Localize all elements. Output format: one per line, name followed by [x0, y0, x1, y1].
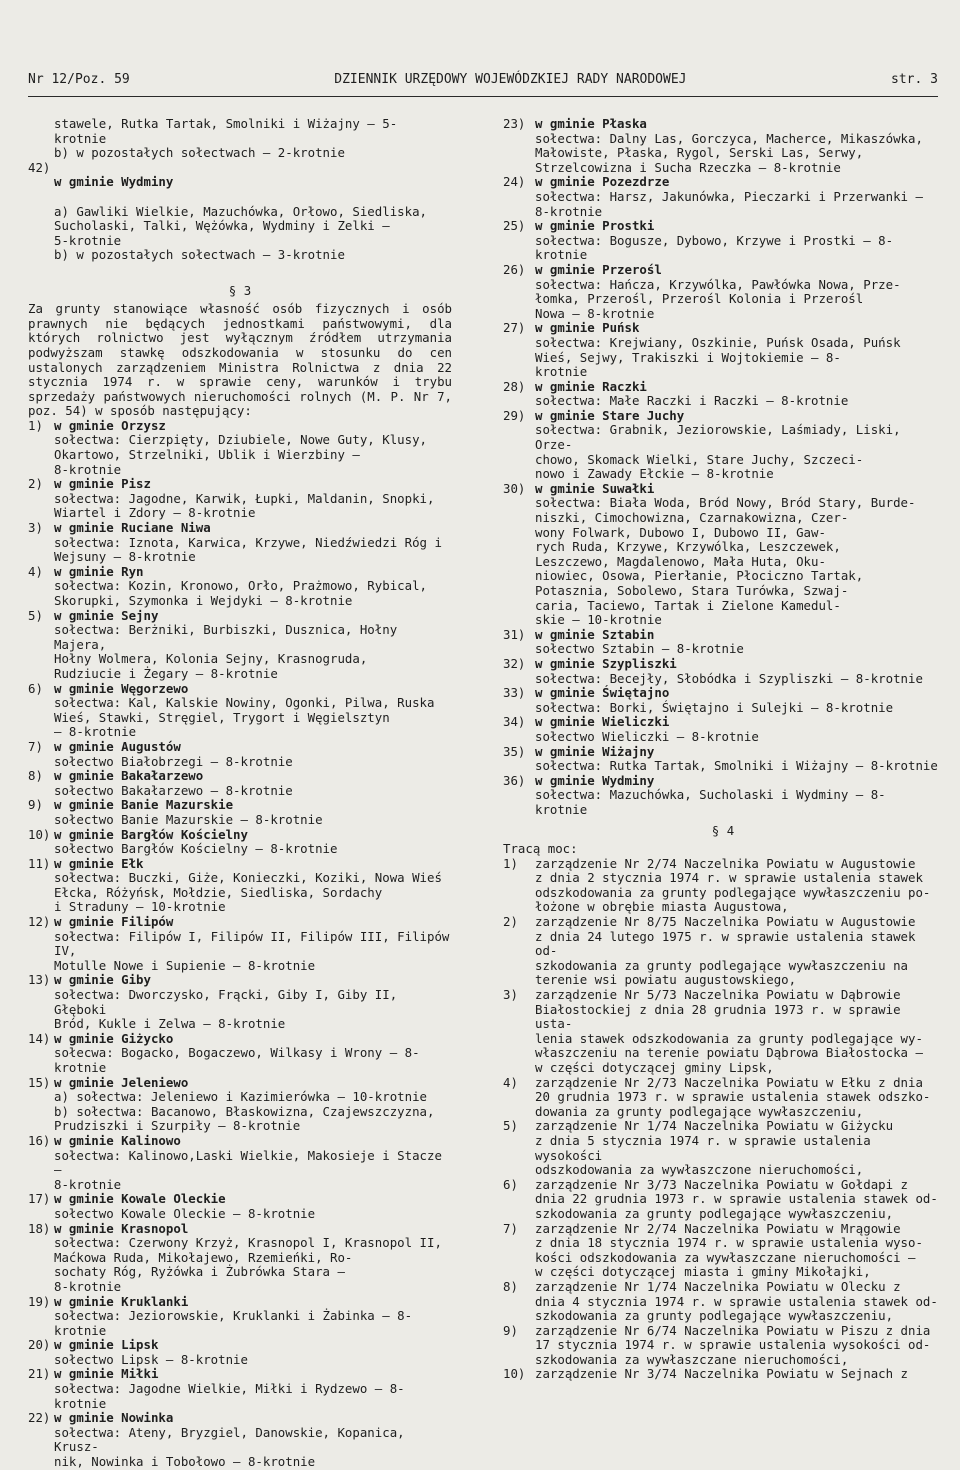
item-body: sołectwa: Dworczysko, Frącki, Giby I, Giby II, Głęboki Bród, Kukle i Zelwa — 8-krotnie [54, 987, 398, 1032]
item-body: sołectwa: Jeziorowskie, Kruklanki i Żabinka — 8-krotnie [54, 1308, 413, 1338]
item-number: 3) [28, 520, 43, 536]
gmina-name: w gminie Ełk [54, 855, 144, 871]
left-column [28, 117, 452, 1470]
item-number: 35) [503, 743, 526, 759]
item-body: sołectwa: Rutka Tartak, Smolniki i Wiżajny — 8-krotnie [535, 758, 938, 774]
item-number: 23) [503, 116, 526, 131]
item-body: sołectwa: Ateny, Bryzgiel, Danowskie, Kopanica, Krusz- nik, Nowinka i Tobołowo — 8-krotnie [54, 1424, 405, 1470]
item-body: a) Gawliki Wielkie, Mazuchówka, Orłowo, Siedliska, Sucholaski, Talki, Wężówka, Wydminy i Zelki — 5-krotnie b) w pozostałych sołectwach — 3-krotnie [54, 203, 427, 263]
item-number: 16) [28, 1132, 51, 1148]
item-number: 7) [503, 1220, 518, 1236]
list-item [503, 745, 943, 774]
list-item [28, 1338, 452, 1367]
item-body: sołectwa: Bogusze, Dybowo, Krzywe i Prostki — 8- krotnie [535, 232, 894, 263]
list-item [28, 1134, 452, 1192]
gmina-name: w gminie Filipów [54, 914, 174, 930]
item-number: 1) [28, 417, 43, 433]
act-text: zarządzenie Nr 6/74 Naczelnika Powiatu w Piszu z dnia 17 stycznia 1974 r. w sprawie ustalenia wysokości od- szkodowania za wywłaszczane nieruchomości, [535, 1322, 931, 1367]
gmina-name: w gminie Banie Mazurskie [54, 797, 234, 813]
item-body: sołectwo Banie Mazurskie — 8-krotnie [54, 811, 323, 827]
item-body: sołectwa: Kal, Kalskie Nowiny, Ogonki, Pilwa, Ruska Wieś, Stawki, Stręgiel, Trygort i Węgielsztyn — 8-krotnie [54, 695, 435, 740]
list-item [503, 686, 943, 715]
list-item [28, 1222, 452, 1295]
item-body: sołectwo Sztabin — 8-krotnie [535, 641, 744, 657]
list-item [503, 1178, 943, 1222]
item-number: 11) [28, 855, 51, 871]
item-number: 27) [503, 320, 526, 336]
act-text: zarządzenie Nr 2/73 Naczelnika Powiatu w Ełku z dnia 20 grudnia 1973 r. w sprawie ustalenia stawek odszko- dowania za grunty podlegające wywłaszczeniu, [535, 1074, 931, 1119]
list-item [503, 263, 943, 321]
item-body: a) sołectwa: Jeleniewo i Kazimierówka — 10-krotnie b) sołectwa: Bacanowo, Błaskowizna, Czajewszczyzna, Prudziszki i Szurpiły — 8-krotnie [54, 1089, 435, 1134]
list-item [28, 1295, 452, 1339]
list-item [503, 715, 943, 744]
gmina-name: w gminie Prostki [535, 218, 655, 234]
gmina-name: w gminie Kruklanki [54, 1293, 189, 1309]
item-body: sołectwa: Kozin, Kronowo, Orło, Prażmowo, Rybical, Skorupki, Szymonka i Wejdyki — 8-krotnie [54, 578, 427, 608]
list-item [28, 682, 452, 740]
item-number: 14) [28, 1030, 51, 1046]
gmina-name: w gminie Świętajno [535, 685, 670, 701]
list-item [28, 1032, 452, 1076]
list-item [503, 657, 943, 686]
item-body: sołectwo Kowale Oleckie — 8-krotnie [54, 1205, 316, 1221]
act-text: zarządzenie Nr 3/74 Naczelnika Powiatu w Sejnach z [535, 1366, 908, 1382]
item-body: sołectwa: Borki, Świętajno i Sulejki — 8-krotnie [535, 699, 894, 715]
gmina-name: w gminie Kalinowo [54, 1132, 181, 1148]
page-header [28, 72, 938, 94]
item-number: 21) [28, 1366, 51, 1382]
item-number: 18) [28, 1220, 51, 1236]
item-number: 8) [28, 768, 43, 784]
gmina-name: w gminie Augustów [54, 738, 181, 754]
item-body: sołecwa: Bogacko, Bogaczewo, Wilkasy i Wrony — 8- krotnie [54, 1045, 420, 1075]
act-text: zarządzenie Nr 2/74 Naczelnika Powiatu w Mrągowie z dnia 18 stycznia 1974 r. w sprawie ustalenia wyso- kości odszkodowania za wywłaszczane nieruchomości — w części dotyczącej miasta i gminy Mikołajki, [535, 1220, 923, 1280]
item-body: sołectwa: Cierzpięty, Dziubiele, Nowe Guty, Klusy, Okartowo, Strzelniki, Ublik i Wierzbiny — 8-krotnie [54, 432, 427, 477]
repealed-acts-list [503, 857, 943, 1382]
gmina-name: w gminie Przerośl [535, 261, 662, 277]
right-column [503, 117, 943, 1382]
header-rule [28, 96, 938, 97]
act-text: zarządzenie Nr 5/73 Naczelnika Powiatu w Dąbrowie Białostockiej z dnia 28 grudnia 1973 r. w sprawie usta- lenia stawek odszkodowania za grunty podlegające wy- właszczeniu na terenie powiatu Dąbrowa Białostocka — w części dotyczącej gminy Lipsk, [535, 987, 923, 1075]
list-item [503, 219, 943, 263]
list-item [503, 380, 943, 409]
item-body: sołectwa: Dalny Las, Gorczyca, Macherce, Mikaszówka, Małowiste, Płaska, Rygol, Serski Las, Serwy, Strzelcowizna i Sucha Rzeczka — 8-krotnie [535, 130, 923, 175]
journal-title: DZIENNIK URZĘDOWY WOJEWÓDZKIEJ RADY NARODOWEJ [334, 72, 687, 87]
item-number: 9) [503, 1322, 518, 1338]
item-body: sołectwa: Czerwony Krzyż, Krasnopol I, Krasnopol II, Maćkowa Ruda, Mikołajewo, Rzemieńki, Ro- sochaty Róg, Ryżówka i Żubrówka Stara — 8-krotnie [54, 1235, 442, 1294]
gmina-name: w gminie Bakałarzewo [54, 768, 204, 784]
list-item [503, 1324, 943, 1368]
item-number: 36) [503, 772, 526, 788]
gmina-name: w gminie Sztabin [535, 626, 655, 642]
act-text: zarządzenie Nr 1/74 Naczelnika Powiatu w Olecku z dnia 4 stycznia 1974 r. w sprawie ustalenia stawek od- szkodowania za grunty podlegające wywłaszczeniu, [535, 1278, 938, 1324]
list-item [503, 857, 943, 915]
right-gmina-list [503, 117, 943, 818]
item-body: sołectwo Bakałarzewo — 8-krotnie [54, 782, 293, 798]
gmina-name: w gminie Jeleniewo [54, 1074, 189, 1090]
list-item [503, 1367, 943, 1382]
item-number: 4) [28, 563, 43, 579]
item-number: 19) [28, 1293, 51, 1309]
item-number: 4) [503, 1074, 518, 1090]
item-number: 10) [28, 826, 51, 842]
gmina-name: w gminie Lipsk [54, 1337, 159, 1353]
list-item [503, 988, 943, 1076]
gmina-name: w gminie Miłki [54, 1366, 159, 1382]
item-number: 1) [503, 855, 518, 871]
list-item [503, 915, 943, 988]
list-item [28, 1367, 452, 1411]
item-body: sołectwa: Filipów I, Filipów II, Filipów III, Filipów IV, Motulle Nowe i Supienie — 8-krotnie [54, 928, 450, 973]
list-item [28, 915, 452, 973]
gmina-name: w gminie Krasnopol [54, 1220, 189, 1236]
item-number: 5) [28, 607, 43, 623]
list-item [28, 857, 452, 915]
item-body: sołectwa: Biała Woda, Bród Nowy, Bród Stary, Burde- niszki, Cimochowizna, Czarnakowizna, Czer- wony Folwark, Dubowo I, Dubowo II, Gaw- rych Ruda, Krzywe, Krzywólka, Leszczewek, Leszczewo, Magdalenowo, Mała Huta, Oku- niowiec, Osowa, Pierłanie, Płociczno Tartak, Potasznia, Sobolewo, Stara Turówka, Szwaj- caria, Taciewo, Tartak i Zielone Kamedul- skie — 10-krotnie [535, 495, 916, 628]
item-number: 15) [28, 1074, 51, 1090]
list-item [503, 409, 943, 482]
item-body: sołectwa: Harsz, Jakunówka, Pieczarki i Przerwanki — 8-krotnie [535, 188, 923, 219]
gmina-name: w gminie Puńsk [535, 320, 640, 336]
act-text: zarządzenie Nr 3/73 Naczelnika Powiatu w Gołdapi z dnia 22 grudnia 1973 r. w sprawie ustalenia stawek od- szkodowania za grunty podlegające wywłaszczeniu, [535, 1176, 938, 1221]
gmina-name: w gminie Ruciane Niwa [54, 520, 211, 536]
item-number: 8) [503, 1278, 518, 1294]
list-item [503, 1076, 943, 1120]
gmina-name: w gminie Wydminy [535, 772, 655, 788]
item-body: sołectwa: Małe Raczki i Raczki — 8-krotnie [535, 393, 849, 409]
list-item [28, 419, 452, 477]
act-text: zarządzenie Nr 1/74 Naczelnika Powiatu w Giżycku z dnia 5 stycznia 1974 r. w sprawie ustalenia wysokości odszkodowania za wywłaszczone nieruchomości, [535, 1118, 894, 1178]
list-item [28, 973, 452, 1031]
item-body: sołectwa: Grabnik, Jeziorowskie, Laśmiady, Liski, Orze- chowo, Skomack Wielki, Stare Juchy, Szczeci- nowo i Zawady Ełckie — 8-krotnie [535, 422, 901, 482]
item-number: 42) [28, 159, 51, 175]
gmina-name: w gminie Ryn [54, 563, 144, 579]
gmina-name: w gminie Raczki [535, 378, 647, 394]
list-item [28, 1076, 452, 1134]
list-item [503, 175, 943, 219]
item-body: sołectwo Wieliczki — 8-krotnie [535, 728, 759, 744]
list-item [503, 321, 943, 379]
list-item [503, 774, 943, 818]
list-item [28, 477, 452, 521]
gmina-name: w gminie Stare Juchy [535, 407, 685, 423]
item-number: 25) [503, 218, 526, 234]
gmina-name: w gminie Pisz [54, 476, 151, 492]
list-item [28, 161, 452, 278]
item-body: sołectwa: Iznota, Karwica, Krzywe, Niedźwiedzi Róg i Wejsuny — 8-krotnie [54, 534, 442, 565]
item-number: 20) [28, 1337, 51, 1353]
gmina-name: w gminie Węgorzewo [54, 680, 189, 696]
left-gmina-list [28, 419, 452, 1470]
item-number: 2) [503, 914, 518, 930]
item-number: 12) [28, 914, 51, 930]
item-body: sołectwo Lipsk — 8-krotnie [54, 1351, 248, 1367]
item-body: sołectwa: Buczki, Giże, Konieczki, Koziki, Nowa Wieś Ełcka, Różyńsk, Mołdzie, Siedliska, Sordachy i Straduny — 10-krotnie [54, 870, 442, 915]
gmina-name: w gminie Pozezdrze [535, 174, 670, 190]
item-number: 17) [28, 1191, 51, 1207]
section-4-lead: Tracą moc: [503, 841, 578, 857]
item-number: 32) [503, 655, 526, 671]
list-item [503, 117, 943, 175]
list-item [503, 628, 943, 657]
gmina-name: w gminie Wiżajny [535, 743, 655, 759]
gmina-name: w gminie Giby [54, 972, 151, 988]
gmina-name: w gminie Suwałki [535, 480, 655, 496]
list-item [503, 1280, 943, 1324]
item-body: sołectwo Białobrzegi — 8-krotnie [54, 753, 293, 769]
list-item [28, 769, 452, 798]
list-item [503, 1222, 943, 1280]
item-body: sołectwa: Becejły, Słobódka i Szypliszki — 8-krotnie [535, 670, 923, 686]
page-number: str. 3 [891, 72, 938, 87]
item-body: sołectwo Bargłów Kościelny — 8-krotnie [54, 841, 338, 857]
act-text: zarządzenie Nr 8/75 Naczelnika Powiatu w Augustowie z dnia 24 lutego 1975 r. w sprawie ustalenia stawek od- szkodowania za grunty podlegające wywłaszczeniu na terenie wsi powiatu augustowskiego, [535, 914, 916, 988]
list-item [28, 798, 452, 827]
section-3-heading: § 3 [228, 282, 252, 298]
gmina-name: w gminie Bargłów Kościelny [54, 826, 248, 842]
item-body: sołectwa: Jagodne Wielkie, Miłki i Rydzewo — 8-krotnie [54, 1381, 405, 1411]
item-number: 2) [28, 476, 43, 492]
item-number: 10) [503, 1366, 526, 1382]
gmina-name: w gminie Giżycko [54, 1030, 174, 1046]
item-number: 13) [28, 972, 51, 988]
list-item [28, 609, 452, 682]
item-number: 9) [28, 797, 43, 813]
item-number: 33) [503, 685, 526, 701]
list-item [28, 565, 452, 609]
item-number: 28) [503, 378, 526, 394]
issue-number: Nr 12/Poz. 59 [28, 72, 130, 87]
gmina-name: w gminie Szypliszki [535, 655, 677, 671]
gmina-name: w gminie Wieliczki [535, 714, 670, 730]
list-item [28, 521, 452, 565]
gmina-name: w gminie Sejny [54, 607, 159, 623]
gmina-name: w gminie Nowinka [54, 1410, 174, 1426]
item-number: 3) [503, 987, 518, 1003]
item-number: 30) [503, 480, 526, 496]
item-number: 34) [503, 714, 526, 730]
item-number: 22) [28, 1410, 51, 1426]
item-body: sołectwa: Berżniki, Burbiszki, Dusznica, Hołny Majera, Hołny Wolmera, Kolonia Sejny, Krasnogruda, Rudziucie i Żegary — 8-krotnie [54, 622, 398, 681]
gmina-name: w gminie Orzysz [54, 417, 166, 433]
item-body: sołectwa: Kalinowo,Laski Wielkie, Makosieje i Stacze — 8-krotnie [54, 1147, 442, 1192]
item-number: 26) [503, 261, 526, 277]
item-number: 24) [503, 174, 526, 190]
item-number: 6) [28, 680, 43, 696]
item-number: 6) [503, 1176, 518, 1192]
section-4-heading: § 4 [711, 822, 735, 838]
act-text: zarządzenie Nr 2/74 Naczelnika Powiatu w Augustowie z dnia 2 stycznia 1974 r. w sprawie ustalenia stawek odszkodowania za grunty podlegające wywłaszczeniu po- łożone w obrębie miasta Augustowa, [535, 855, 931, 915]
item-number: 29) [503, 407, 526, 423]
item-number: 5) [503, 1118, 518, 1134]
list-item [28, 1411, 452, 1469]
section-3-paragraph: Za grunty stanowiące własność osób fizycznych i osób prawnych nie będących jednostkami państwowymi, dla których rolnictwo jest wyłącznym źródłem utrzymania podwyższam stawkę odszkodowania w stosunku do cen ustalonych zarządzeniem Ministra Rolnictwa z dnia 22 stycznia 1974 r. w sprawie ceny, warunków i trybu sprzedaży państwowych nieruchomości rolnych (M. P. Nr 7, poz. 54) w sposób następujący: [28, 301, 452, 419]
list-item [503, 482, 943, 628]
list-item [28, 740, 452, 769]
item-body: sołectwa: Hańcza, Krzywólka, Pawłówka Nowa, Prze- łomka, Przerośl, Przerośl Kolonia i Przerośl Nowa — 8-krotnie [535, 276, 901, 321]
item-body: sołectwa: Jagodne, Karwik, Łupki, Maldanin, Snopki, Wiartel i Zdory — 8-krotnie [54, 490, 435, 521]
continued-text: stawele, Rutka Tartak, Smolniki i Wiżajny — 5- krotnie b) w pozostałych sołectwach — 2-krotnie [54, 116, 398, 161]
list-item [28, 1192, 452, 1221]
list-item [503, 1119, 943, 1177]
item-number: 31) [503, 626, 526, 642]
gmina-name: w gminie Płaska [535, 116, 647, 131]
gmina-name: w gminie Kowale Oleckie [54, 1191, 226, 1207]
gmina-name: w gminie Wydminy [54, 174, 174, 190]
list-item [28, 828, 452, 857]
item-number: 7) [28, 738, 43, 754]
item-body: sołectwa: Mazuchówka, Sucholaski i Wydminy — 8- krotnie [535, 787, 886, 817]
item-body: sołectwa: Krejwiany, Oszkinie, Puńsk Osada, Puńsk Wieś, Sejwy, Trakiszki i Wojtokiemie — 8- krotnie [535, 334, 901, 380]
